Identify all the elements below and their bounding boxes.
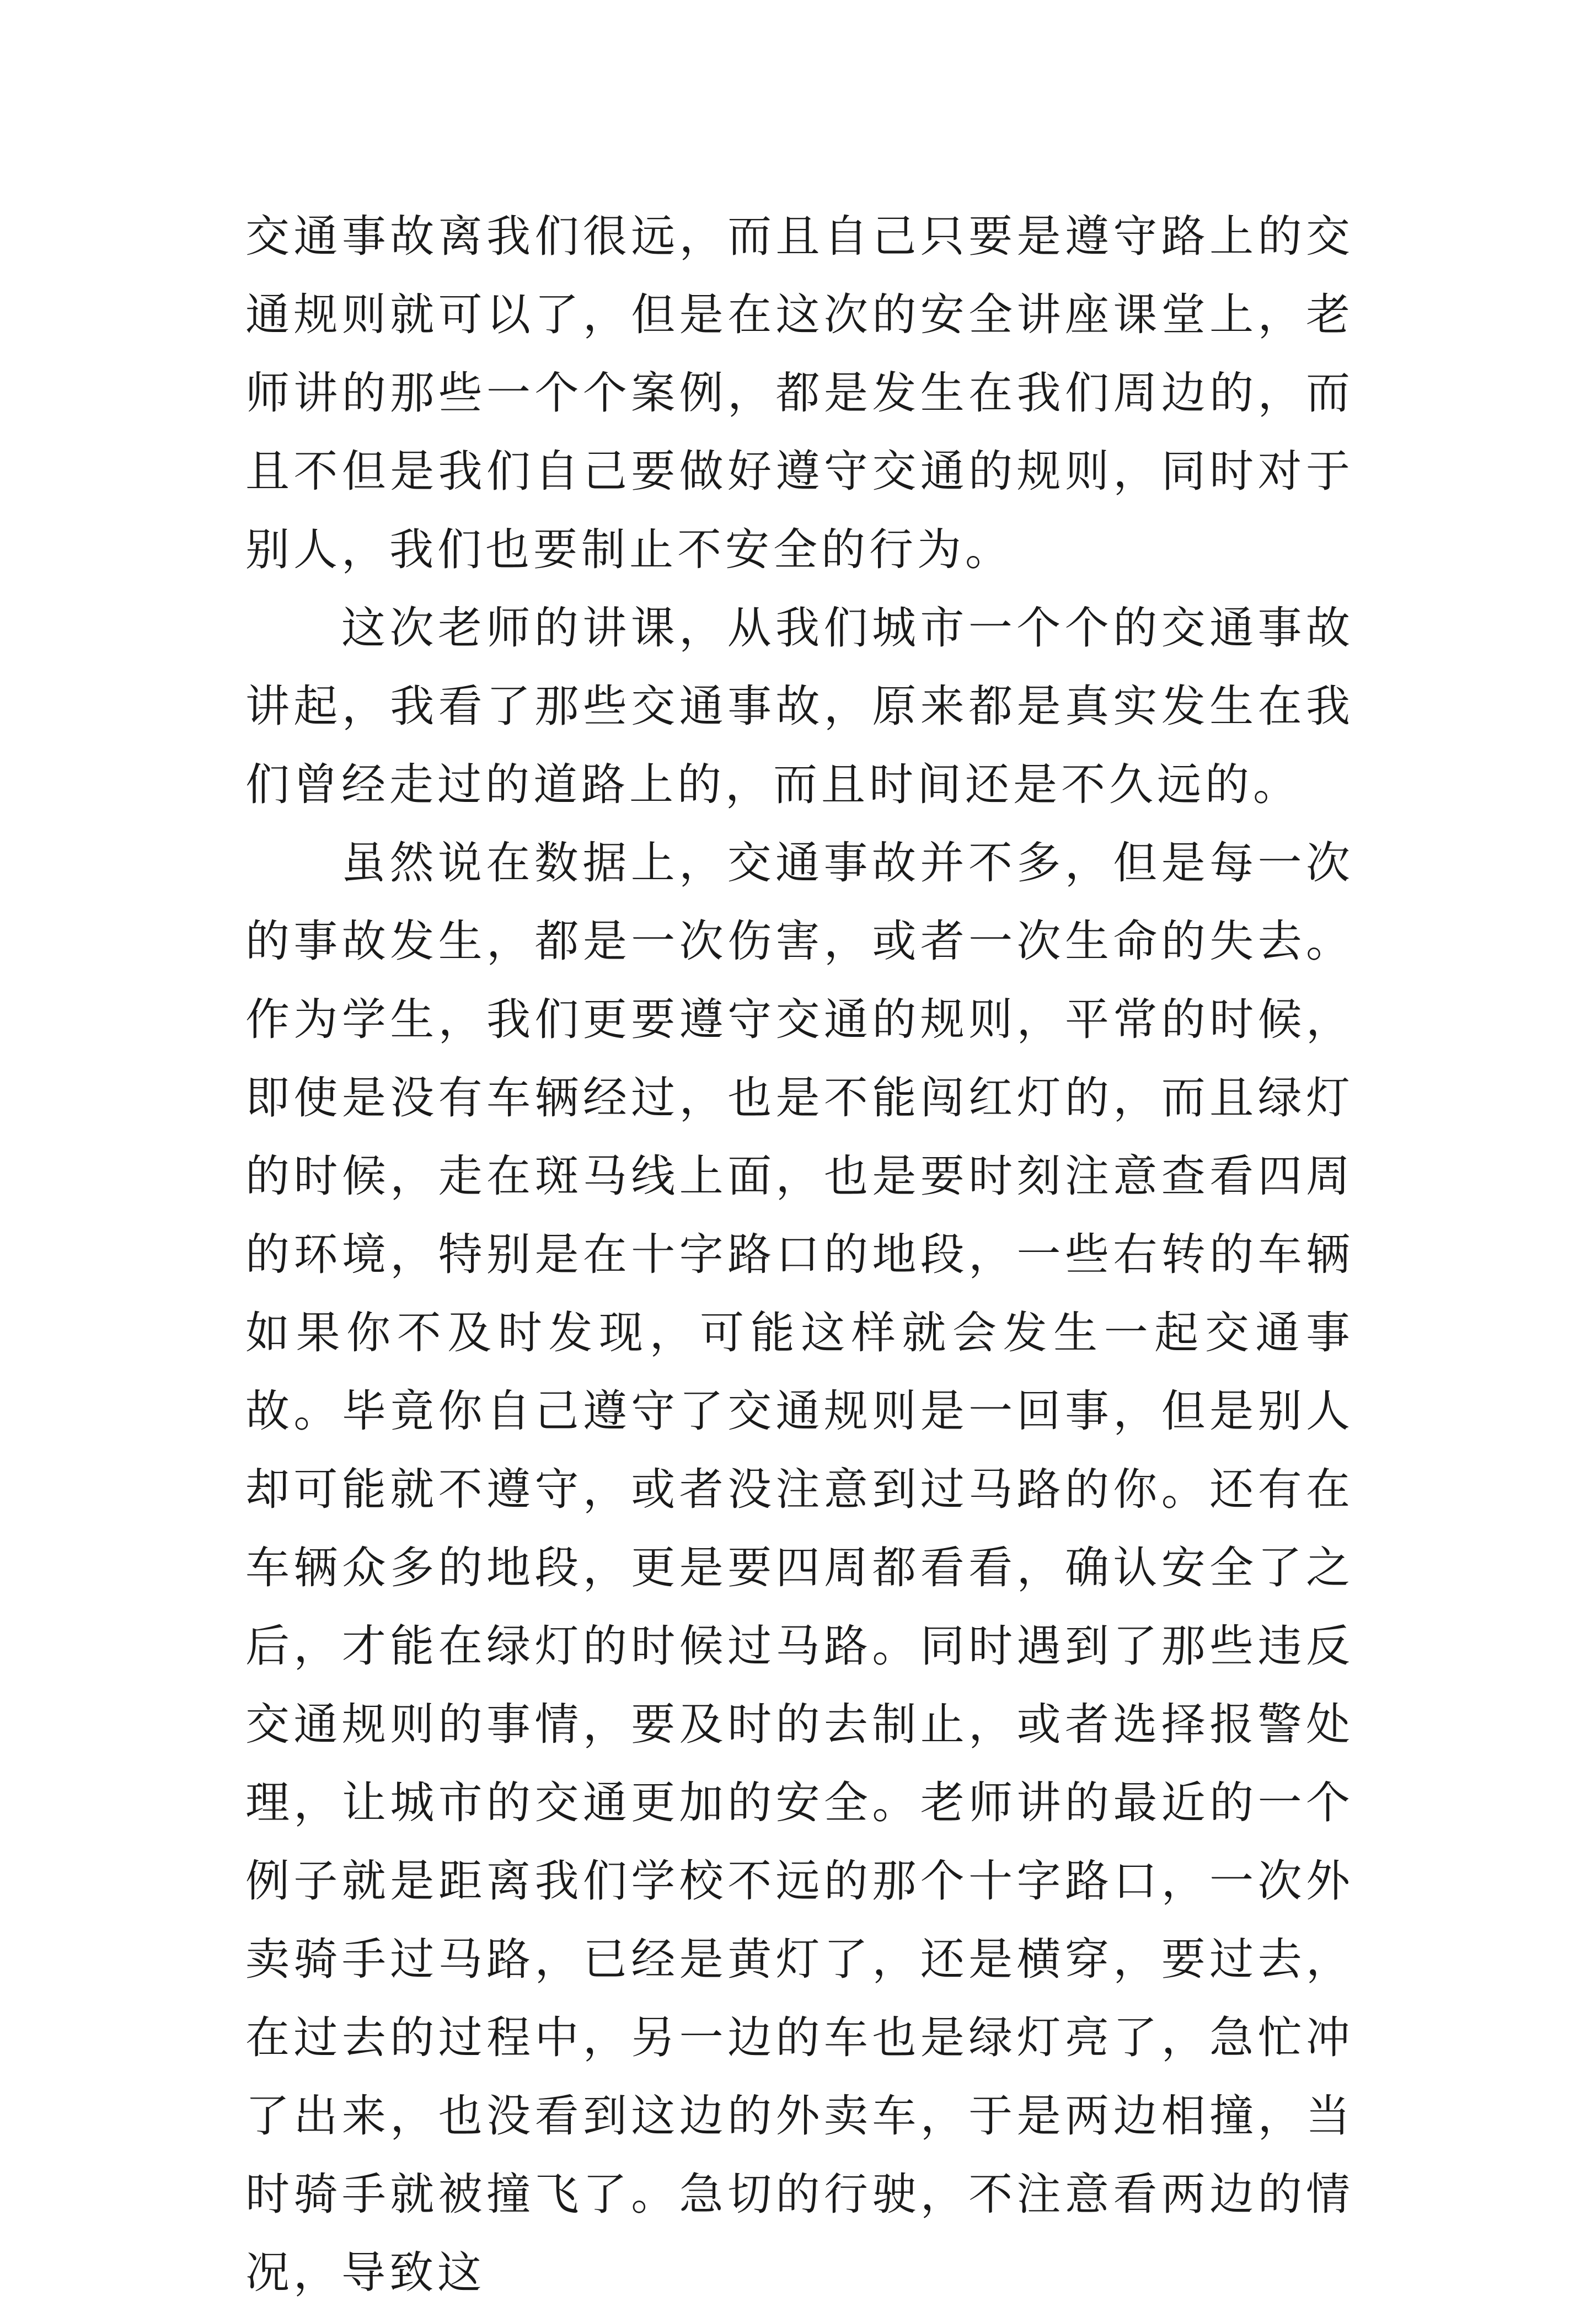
paragraph-1: 交通事故离我们很远，而且自己只要是遵守路上的交通规则就可以了，但是在这次的安全讲座课堂上，老师讲的那些一个个案例，都是发生在我们周边的，而且不但是我们自己要做好遵守交通的规则，同时对于别人，我们也要制止不安全的行为。 <box>245 211 1354 575</box>
paragraph-3: 虽然说在数据上，交通事故并不多，但是每一次的事故发生，都是一次伤害，或者一次生命的失去。作为学生，我们更要遵守交通的规则，平常的时候，即使是没有车辆经过，也是不能闯红灯的，而且绿灯的时候，走在斑马线上面，也是要时刻注意查看四周的环境，特别是在十字路口的地段，一些右转的车辆如果你不及时发现，可能这样就会发生一起交通事故。毕竟你自己遵守了交通规则是一回事，但是别人却可能就不遵守，或者没注意到过马路的你。还有在车辆众多的地段，更是要四周都看看，确认安全了之后，才能在绿灯的时候过马路。同时遇到了那些违反交通规则的事情，要及时的去制止，或者选择报警处理，让城市的交通更加的安全。老师讲的最近的一个例子就是距离我们学校不远的那个十字路口，一次外卖骑手过马路，已经是黄灯了，还是横穿，要过去，在过去的过程中，另一边的车也是绿灯亮了，急忙冲了出来，也没看到这边的外卖车，于是两边相撞，当时骑手就被撞飞了。急切的行驶，不注意看两边的情况，导致这 <box>245 837 1354 2298</box>
paragraph-2: 这次老师的讲课，从我们城市一个个的交通事故讲起，我看了那些交通事故，原来都是真实发生在我们曾经走过的道路上的，而且时间还是不久远的。 <box>245 602 1354 810</box>
document-body <box>245 197 1354 2312</box>
